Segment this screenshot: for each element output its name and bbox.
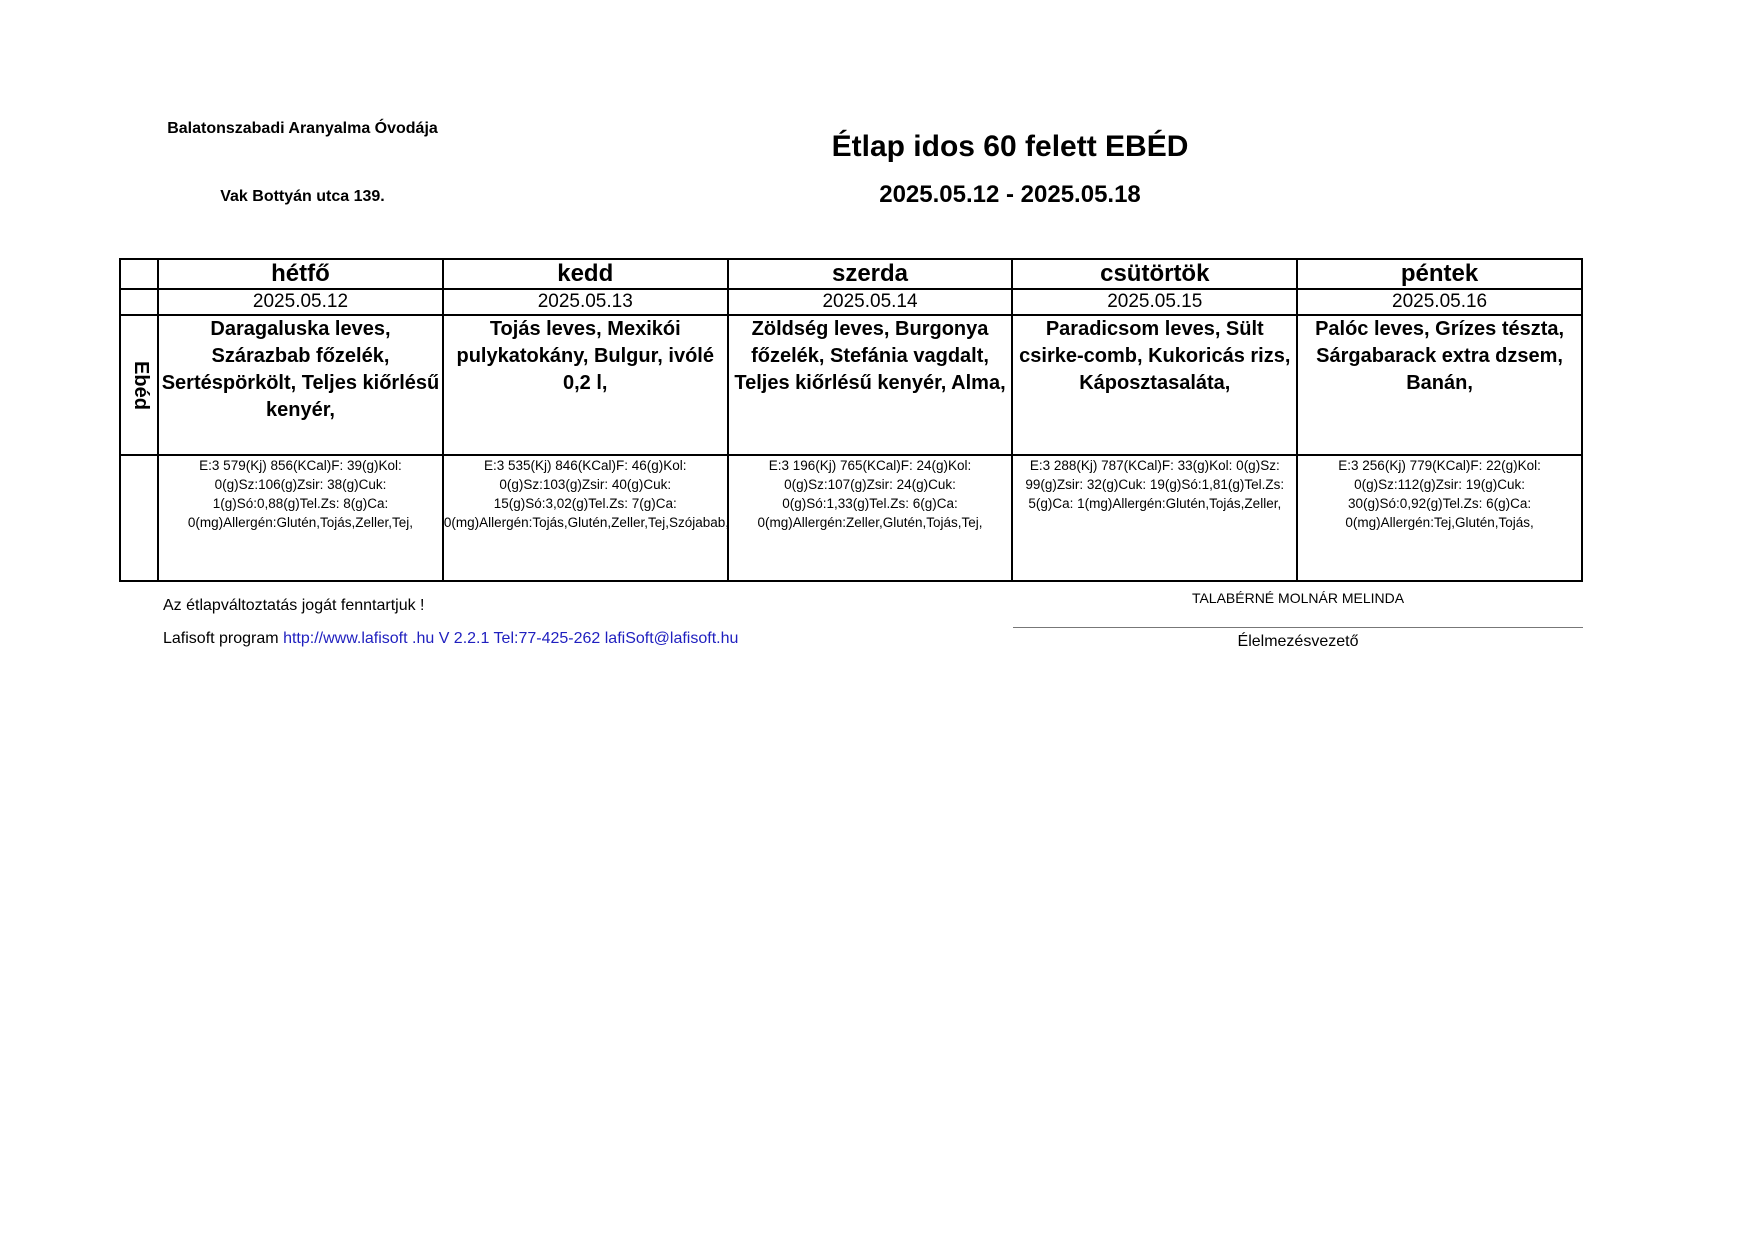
- day-date-friday: 2025.05.16: [1297, 289, 1582, 315]
- day-name-tuesday: kedd: [443, 259, 728, 289]
- day-date-thursday: 2025.05.15: [1012, 289, 1297, 315]
- menu-table: [119, 258, 1583, 582]
- day-name-wednesday: szerda: [728, 259, 1013, 289]
- nutrition-row: [120, 455, 1582, 581]
- nutrition-monday: E:3 579(Kj) 856(KCal)F: 39(g)Kol: 0(g)Sz:106(g)Zsir: 38(g)Cuk: 1(g)Só:0,88(g)Tel.Zs: 8(g)Ca: 0(mg)Allergén:Glutén,Tojás,Zeller,Tej,: [158, 455, 443, 581]
- side-cell: [120, 455, 158, 581]
- signature-line: [1013, 627, 1583, 628]
- meal-thursday: Paradicsom leves, Sült csirke-comb, Kukoricás rizs, Káposztasaláta,: [1012, 315, 1297, 455]
- meal-friday: Palóc leves, Grízes tészta, Sárgabarack extra dzsem, Banán,: [1297, 315, 1582, 455]
- day-date-monday: 2025.05.12: [158, 289, 443, 315]
- organization-name: Balatonszabadi Aranyalma Óvodája: [167, 120, 438, 137]
- software-name: Lafisoft program: [163, 630, 279, 647]
- corner-cell: [120, 259, 158, 289]
- day-date-tuesday: 2025.05.13: [443, 289, 728, 315]
- nutrition-tuesday: E:3 535(Kj) 846(KCal)F: 46(g)Kol: 0(g)Sz:103(g)Zsir: 40(g)Cuk: 15(g)Só:3,02(g)Tel.Zs: 7(g)Ca: 0(mg)Allergén:Tojás,Glutén,Zeller,Tej,Szójabab,: [443, 455, 728, 581]
- menu-change-note: Az étlapváltoztatás jogát fenntartjuk !: [163, 597, 425, 614]
- meal-wednesday: Zöldség leves, Burgonya főzelék, Stefánia vagdalt, Teljes kiőrlésű kenyér, Alma,: [728, 315, 1013, 455]
- organization-address: Vak Bottyán utca 139.: [220, 188, 385, 205]
- meal-label: Ebéd: [129, 360, 152, 410]
- meal-label-cell: [120, 315, 158, 455]
- software-credit: [163, 629, 738, 649]
- meal-row: [120, 315, 1582, 455]
- day-name-friday: péntek: [1297, 259, 1582, 289]
- meal-tuesday: Tojás leves, Mexikói pulykatokány, Bulgur, ivólé 0,2 l,: [443, 315, 728, 455]
- side-cell: [120, 289, 158, 315]
- day-name-thursday: csütörtök: [1012, 259, 1297, 289]
- day-name-row: [120, 259, 1582, 289]
- day-name-monday: hétfő: [158, 259, 443, 289]
- nutrition-wednesday: E:3 196(Kj) 765(KCal)F: 24(g)Kol: 0(g)Sz:107(g)Zsir: 24(g)Cuk: 0(g)Só:1,33(g)Tel.Zs: 6(g)Ca: 0(mg)Allergén:Zeller,Glutén,Tojás,Tej,: [728, 455, 1013, 581]
- day-date-row: [120, 289, 1582, 315]
- nutrition-friday: E:3 256(Kj) 779(KCal)F: 22(g)Kol: 0(g)Sz:112(g)Zsir: 19(g)Cuk: 30(g)Só:0,92(g)Tel.Zs: 6(g)Ca: 0(mg)Allergén:Tej,Glutén,Tojás,: [1297, 455, 1582, 581]
- signer-name: TALABÉRNÉ MOLNÁR MELINDA: [1191, 590, 1405, 606]
- software-link[interactable]: http://www.lafisoft .hu V 2.2.1 Tel:77-425-262 lafiSoft@lafisoft.hu: [283, 630, 739, 647]
- date-range: 2025.05.12 - 2025.05.18: [879, 181, 1141, 208]
- nutrition-thursday: E:3 288(Kj) 787(KCal)F: 33(g)Kol: 0(g)Sz: 99(g)Zsir: 32(g)Cuk: 19(g)Só:1,81(g)Tel.Zs: 5(g)Ca: 1(mg)Allergén:Glutén,Tojás,Zeller,: [1012, 455, 1297, 581]
- day-date-wednesday: 2025.05.14: [728, 289, 1013, 315]
- page-title: Étlap idos 60 felett EBÉD: [831, 130, 1189, 163]
- meal-monday: Daragaluska leves, Szárazbab főzelék, Sertéspörkölt, Teljes kiőrlésű kenyér,: [158, 315, 443, 455]
- signer-role: Élelmezésvezető: [1237, 633, 1359, 650]
